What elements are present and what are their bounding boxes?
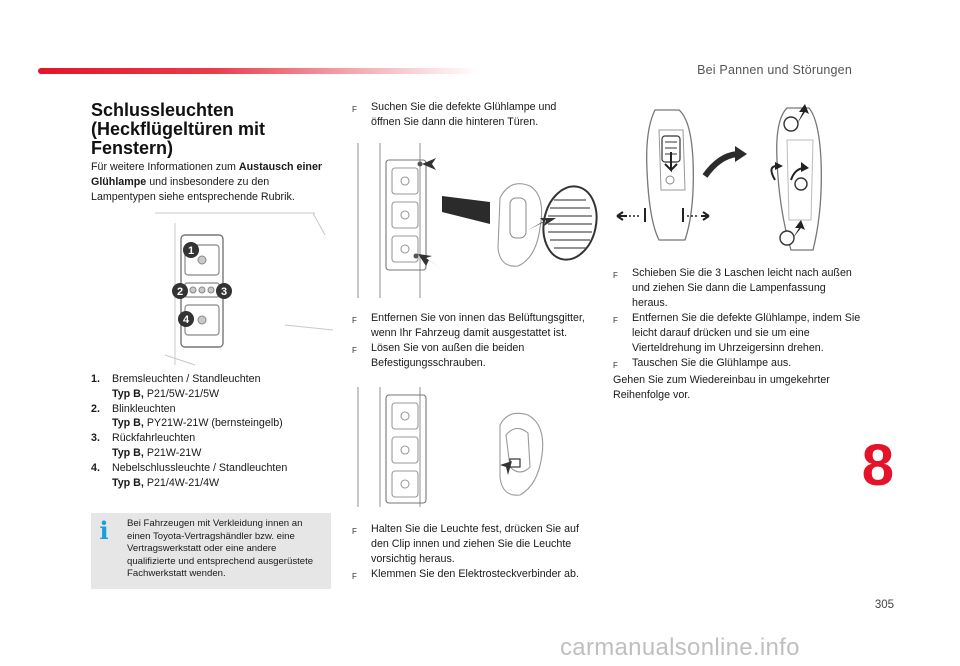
bulb-holder-illustration <box>615 100 845 260</box>
step-item: F Klemmen Sie den Elektrosteckverbinder ab. <box>352 568 579 581</box>
step-item: F Schieben Sie die 3 Laschen leicht nach außen und ziehen Sie dann die Lampenfassung heraus. <box>613 267 852 309</box>
section-header: Bei Pannen und Störungen <box>697 63 852 77</box>
clip-release-illustration <box>350 385 570 510</box>
lamp-item-4: 4. Nebelschlussleuchte / Standleuchten Typ B, P21/4W-21/4W <box>91 461 288 489</box>
steps-remove-grille <box>352 311 600 371</box>
closing-note: Gehen Sie zum Wiedereinbau in umgekehrter Reihenfolge vor. <box>613 374 830 401</box>
watermark: carmanualsonline.info <box>560 634 800 661</box>
callout-3: 3 <box>220 286 228 298</box>
page-number: 305 <box>874 599 894 611</box>
info-text: Bei Fahrzeugen mit Verkleidung innen an einen Toyota-Vertragshändler bzw. eine Vertragswerkstatt oder eine andere qualifizierte und entsprechend ausgerüstete Fachwerkstatt wenden. <box>127 518 314 580</box>
steps-replace-bulb <box>613 266 863 403</box>
callout-2: 2 <box>176 286 184 298</box>
step-item: F Tauschen Sie die Glühlampe aus. <box>613 357 792 370</box>
lamp-overview-illustration <box>155 205 335 370</box>
callout-1: 1 <box>187 245 195 257</box>
steps-remove-lamp <box>352 522 592 584</box>
step-item: F Entfernen Sie die defekte Glühlampe, indem Sie leicht darauf drücken und sie um eine Vierteldrehung im Uhrzeigersinn drehen. <box>613 312 861 354</box>
info-icon: i <box>99 516 109 545</box>
page-title: Schlussleuchten (Heckflügeltüren mit Fenstern) <box>91 100 266 158</box>
lamp-item-3: 3. Rückfahrleuchten Typ B, P21W-21W <box>91 432 202 459</box>
step-item: F Entfernen Sie von innen das Belüftungsgitter, wenn Ihr Fahrzeug damit ausgestattet ist. <box>352 312 585 339</box>
header-accent-bar <box>38 68 478 74</box>
step-item: F Halten Sie die Leuchte fest, drücken Sie auf den Clip innen und ziehen Sie die Leuchte vorsichtig heraus. <box>352 523 579 565</box>
door-screws-illustration <box>350 138 600 303</box>
lamp-item-2: 2. Blinkleuchten Typ B, PY21W-21W (bernsteingelb) <box>91 402 283 430</box>
intro-paragraph: Für weitere Informationen zum Austausch einer Glühlampe und insbesondere zu den Lampentypen siehe entsprechende Rubrik. <box>91 161 323 203</box>
step-item: F Suchen Sie die defekte Glühlampe und öffnen Sie dann die hinteren Türen. <box>352 101 557 128</box>
step-item: F Lösen Sie von außen die beiden Befestigungsschrauben. <box>352 342 525 369</box>
steps-open-doors <box>352 100 582 130</box>
lamp-list <box>91 372 331 490</box>
lamp-item-1: 1. Bremsleuchten / Standleuchten Typ B, P21/5W-21/5W <box>91 373 261 400</box>
chapter-number: 8 <box>861 433 894 498</box>
callout-4: 4 <box>182 314 190 326</box>
